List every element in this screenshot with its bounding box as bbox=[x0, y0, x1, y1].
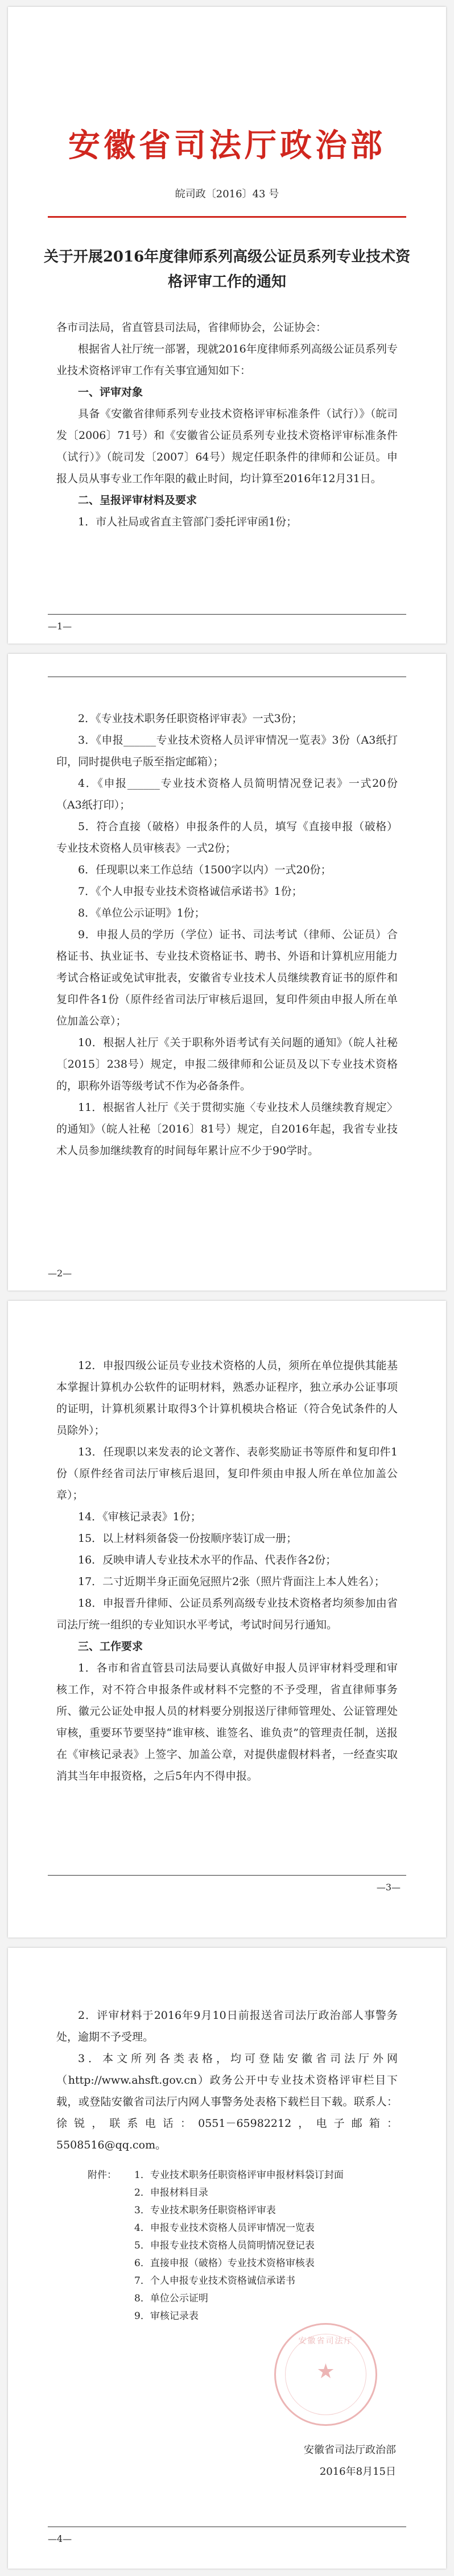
list-item: 7．《个人申报专业技术资格诚信承诺书》1份； bbox=[78, 885, 303, 898]
list-item: 2．《专业技术职务任职资格评审表》一式3份； bbox=[78, 712, 303, 725]
document-page-1 bbox=[8, 7, 446, 644]
signature-org: 安徽省司法厅政治部 bbox=[304, 2444, 396, 2456]
attachment-item: 8．单位公示证明 bbox=[134, 2293, 208, 2304]
paragraph: 具备《安徽省律师系列专业技术资格评审标准条件（试行）》（皖司发〔2006〕71号）和《安徽省公证员系列专业技术资格评审标准条件（试行）》（皖司发〔2007〕64号）规定任职条件的律师和公证员。申报人员从事专业工作年限的截止时间，均计算至2016年12月31日。 bbox=[56, 408, 398, 485]
attachments-label: 附件： bbox=[88, 2170, 117, 2181]
page2-body bbox=[56, 708, 398, 1162]
page-number: —4— bbox=[48, 2533, 72, 2544]
list-item: 13．任现职以来发表的论文著作、表彰奖励证书等原件和复印件1份（原件经省司法厅审核后退回，复印件须由申报人所在单位加盖公章）； bbox=[56, 1446, 398, 1501]
paragraph: 2．评审材料于2016年9月10日前报送省司法厅政治部人事警务处，逾期不予受理。 bbox=[56, 2009, 398, 2043]
attachment-item: 9．审核记录表 bbox=[134, 2310, 199, 2322]
official-seal: 安徽省司法厅 ★ bbox=[274, 2323, 377, 2426]
list-item: 11．根据省人社厅《关于贯彻实施〈专业技术人员继续教育规定〉的通知》（皖人社秘〔2016〕81号）规定，自2016年起，我省专业技术人员参加继续教育的时间每年累计应不少于90学时。 bbox=[56, 1101, 398, 1157]
attachment-item: 4．申报专业技术资格人员评审情况一览表 bbox=[134, 2222, 315, 2234]
document-page-2 bbox=[8, 654, 446, 1291]
page-number: —1— bbox=[48, 621, 72, 632]
list-item: 6．任现职以来工作总结（1500字以内）一式20份； bbox=[78, 864, 332, 876]
attachments-list bbox=[88, 2167, 401, 2325]
document-page-3 bbox=[8, 1301, 446, 1938]
list-item: 4．《申报______专业技术资格人员简明情况登记表》一式20份（A3纸打印）； bbox=[56, 777, 398, 811]
section-heading-3: 三、工作要求 bbox=[78, 1640, 143, 1653]
page-bottom-rule bbox=[48, 1875, 406, 1876]
notice-title: 关于开展2016年度律师系列高级公证员系列专业技术资格评审工作的通知 bbox=[43, 248, 411, 291]
page-bottom-rule bbox=[48, 614, 406, 615]
page-number: —2— bbox=[48, 1268, 72, 1279]
doc-number: 皖司政〔2016〕43 号 bbox=[175, 188, 279, 200]
attachment-item: 3．专业技术职务任职资格评审表 bbox=[134, 2205, 276, 2216]
salutation: 各市司法局，省直管县司法局，省律师协会，公证协会： bbox=[56, 321, 327, 334]
page4-body bbox=[56, 2005, 398, 2156]
list-item: 18．申报晋升律师、公证员系列高级专业技术资格者均须参加由省司法厅统一组织的专业知识水平考试，考试时间另行通知。 bbox=[56, 1597, 398, 1631]
list-item: 12．申报四级公证员专业技术资格的人员，须所在单位提供其能基本掌握计算机办公软件的证明材料，熟悉办证程序，独立承办公证事项的证明，计算机须累计取得3个计算机模块合格证（符合免试条件的人员除外）； bbox=[56, 1359, 398, 1437]
list-item: 10．根据人社厅《关于职称外语考试有关问题的通知》（皖人社秘〔2015〕238号）规定，申报二级律师和公证员及以下专业技术资格的，职称外语等级考试不作为必备条件。 bbox=[56, 1036, 398, 1092]
section-heading-1: 一、评审对象 bbox=[78, 386, 143, 399]
org-title: 安徽省司法厅政治部 bbox=[68, 127, 386, 164]
star-icon: ★ bbox=[316, 2360, 335, 2383]
attachment-item: 2．申报材料目录 bbox=[134, 2187, 208, 2198]
attachment-item: 7．个人申报专业技术资格诚信承诺书 bbox=[134, 2275, 295, 2287]
attachment-item: 5．申报专业技术资格人员简明情况登记表 bbox=[134, 2240, 315, 2251]
intro-paragraph: 根据省人社厅统一部署，现就2016年度律师系列高级公证员系列专业技术资格评审工作有关事宜通知如下： bbox=[56, 343, 398, 377]
list-item: 8．《单位公示证明》1份； bbox=[78, 907, 205, 919]
signature-date: 2016年8月15日 bbox=[319, 2466, 396, 2478]
list-item: 17．二寸近期半身正面免冠照片2张（照片背面注上本人姓名）； bbox=[78, 1575, 385, 1588]
list-item: 3．《申报______专业技术资格人员评审情况一览表》3份（A3纸打印，同时提供电子版至指定邮箱）； bbox=[56, 734, 398, 768]
red-rule bbox=[48, 216, 406, 218]
page3-body bbox=[56, 1355, 398, 1787]
section-heading-2: 二、呈报评审材料及要求 bbox=[78, 494, 197, 507]
attachment-item: 6．直接申报（破格）专业技术资格审核表 bbox=[134, 2258, 315, 2269]
list-item: 5．符合直接（破格）申报条件的人员，填写《直接申报（破格）专业技术资格人员审核表》一式2份； bbox=[56, 820, 398, 854]
list-item: 9．申报人员的学历（学位）证书、司法考试（律师、公证员）合格证书、执业证书、专业技术资格证书、聘书、外语和计算机应用能力考试合格证或免试审批表，安徽省专业技术人员继续教育证书的原件和复印件各1份（原件经省司法厅审核后退回，复印件须由申报人所在单位加盖公章）； bbox=[56, 928, 398, 1027]
list-item: 14．《审核记录表》1份； bbox=[78, 1511, 201, 1523]
attachment-item: 1．专业技术职务任职资格评审申报材料袋订封面 bbox=[134, 2170, 344, 2181]
paragraph: 1．各市和省直管县司法局要认真做好申报人员评审材料受理和审核工作，对不符合申报条件或材料不完整的不予受理，省直律师事务所、徽元公证处申报人员的材料要分别报送厅律师管理处、公证管理处审核，重要环节要坚持“谁审核、谁签名、谁负责”的管理责任制，送报在《审核记录表》上签字、加盖公章，对提供虚假材料者，一经查实取消其当年申报资格，之后5年内不得申报。 bbox=[56, 1662, 398, 1782]
document-page-4 bbox=[8, 1948, 446, 2569]
paragraph: 3．本文所列各类表格，均可登陆安徽省司法厅外网（http://www.ahsft.gov.cn）政务公开中专业技术资格评审栏目下载，或登陆安徽省司法厅内网人事警务处表格下载栏目下载。联系人：徐锐，联系电话：0551－65982212，电子邮箱：5508516@qq.com。 bbox=[56, 2052, 398, 2151]
list-item: 16．反映申请人专业技术水平的作品、代表作各2份； bbox=[78, 1554, 337, 1566]
page1-body bbox=[56, 317, 398, 533]
page-number: —3— bbox=[376, 1882, 401, 1893]
signature-block bbox=[304, 2440, 396, 2483]
list-item: 15．以上材料须备袋一份按顺序装订成一册； bbox=[78, 1532, 298, 1545]
list-item: 1．市人社局或省直主管部门委托评审函1份； bbox=[78, 516, 298, 528]
